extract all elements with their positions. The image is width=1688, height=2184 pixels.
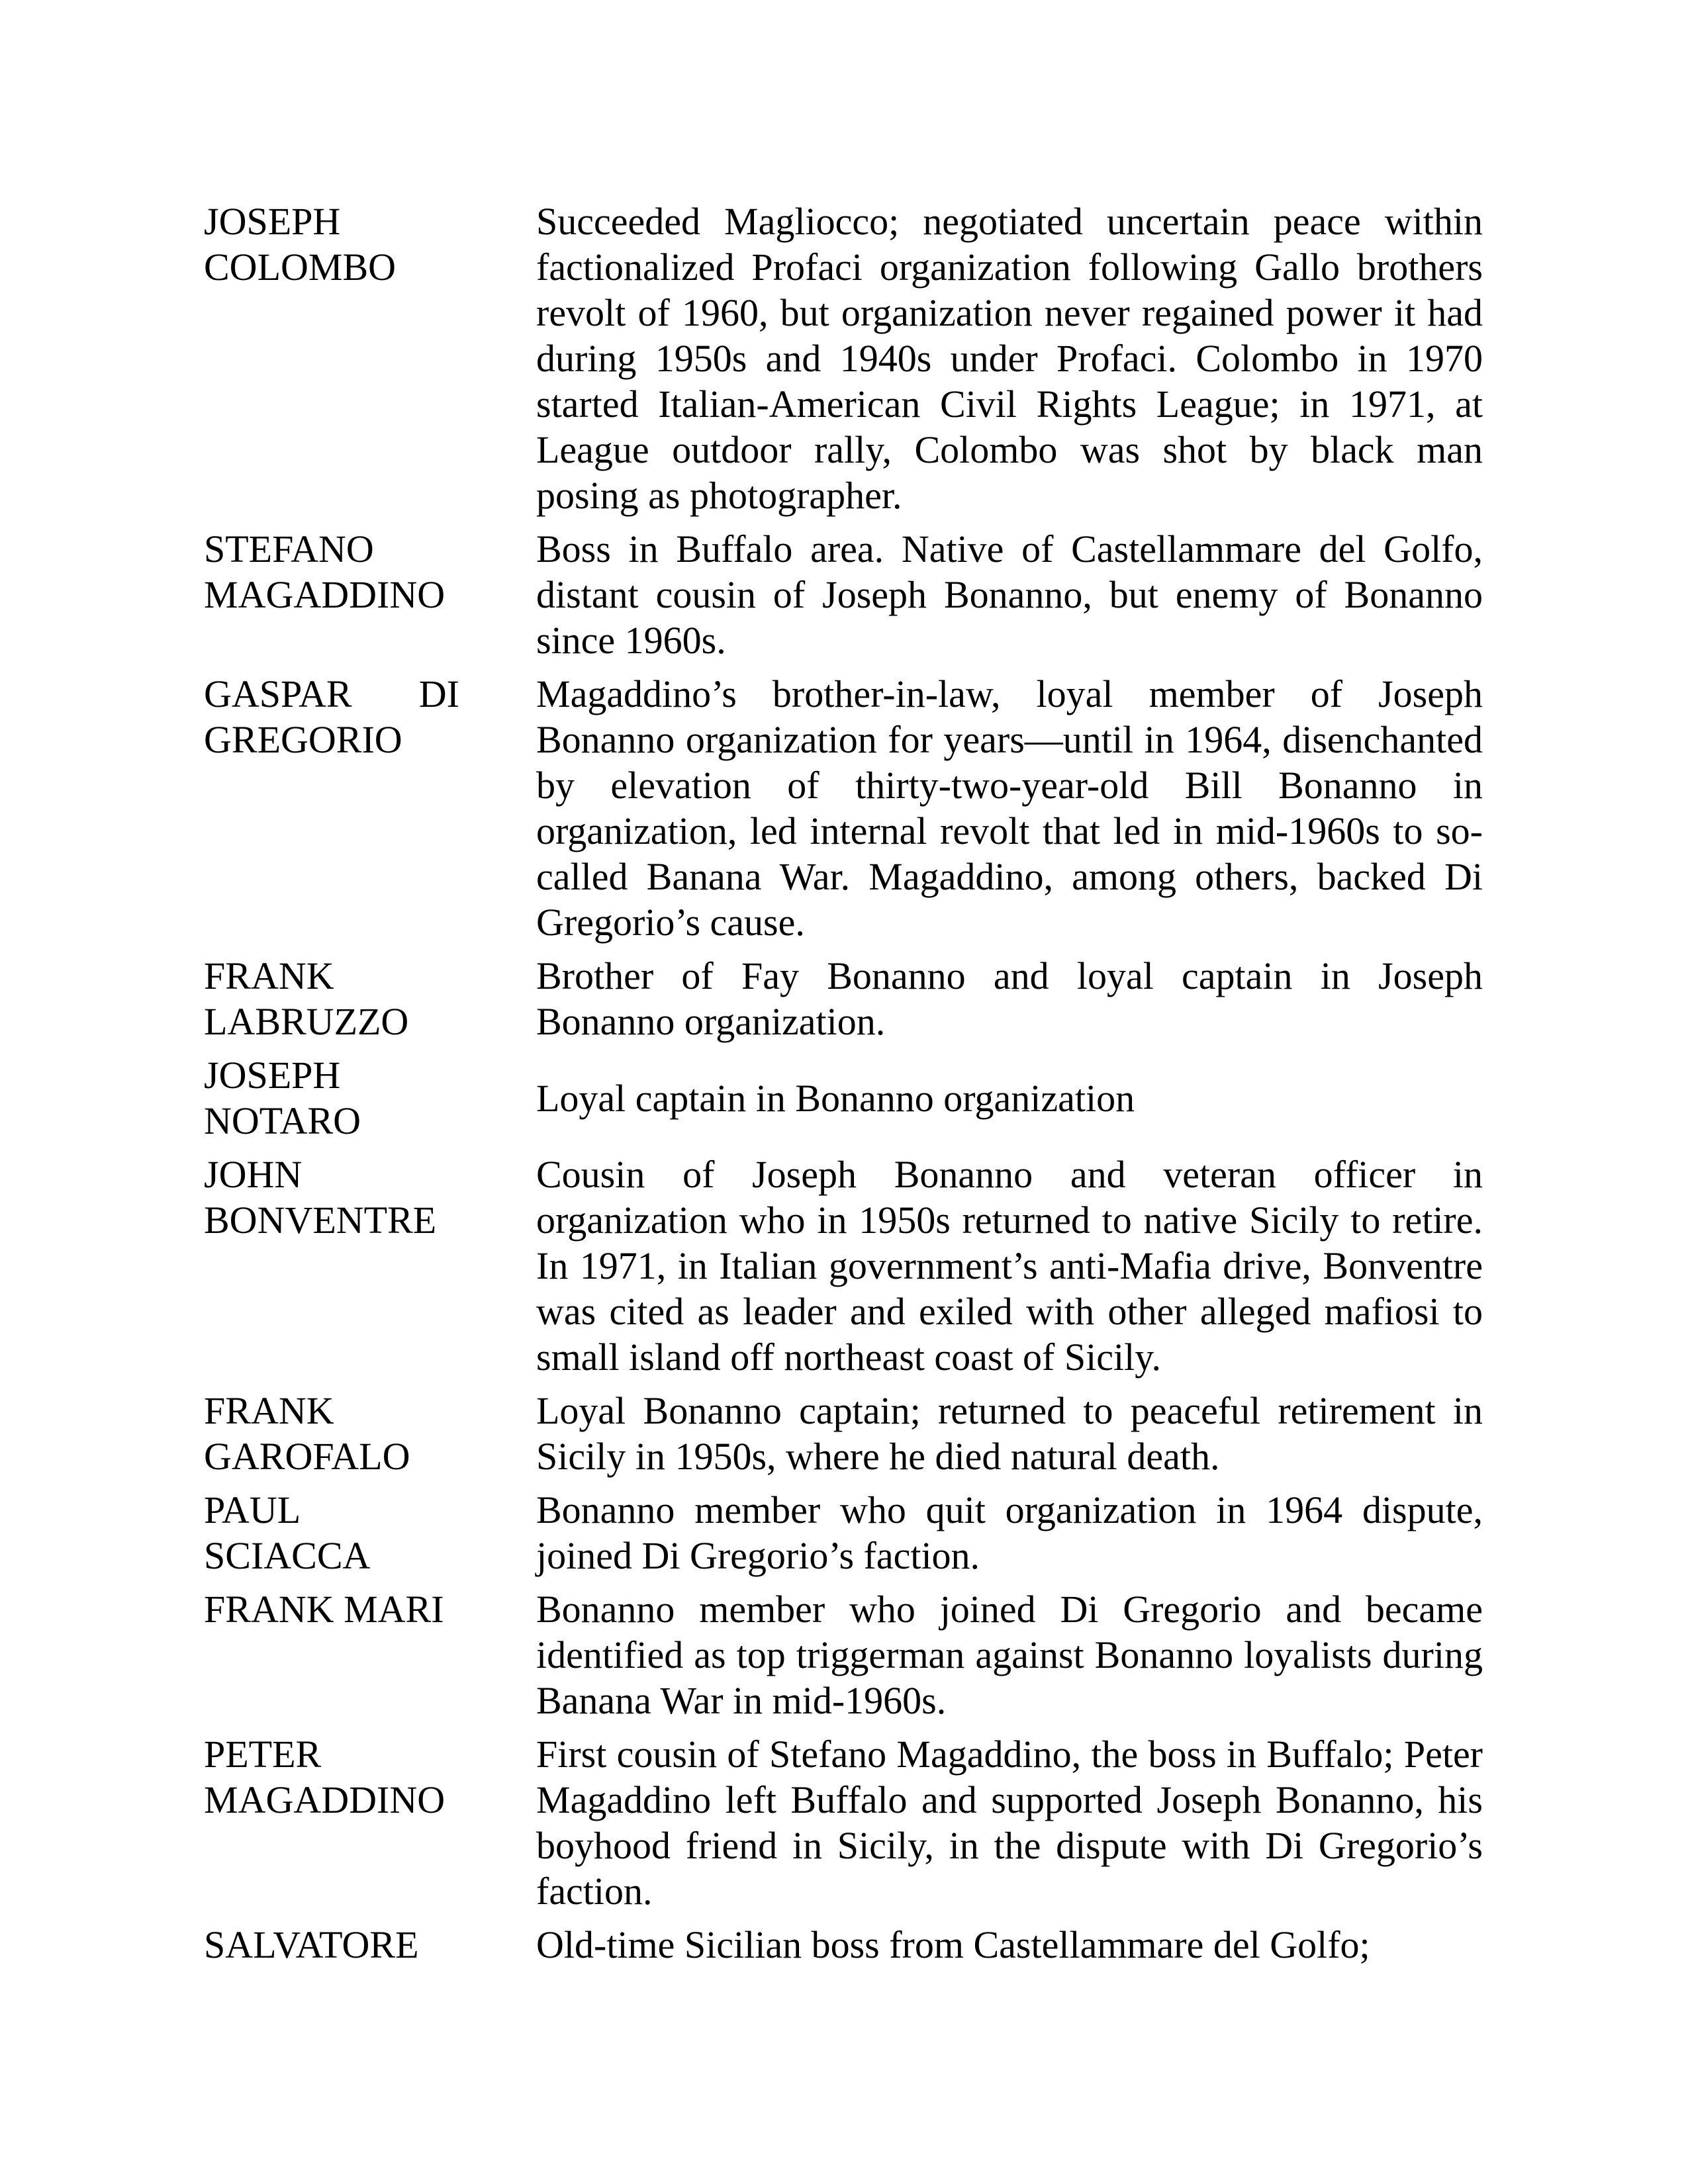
entry-description: Old-time Sicilian boss from Castellammare del Golfo;	[536, 1923, 1370, 1966]
glossary-entry	[204, 1052, 1483, 1144]
entry-name: FRANK LABRUZZO	[204, 954, 409, 1043]
entry-description: Brother of Fay Bonanno and loyal captain in Joseph Bonanno organization.	[536, 954, 1483, 1043]
glossary-entry	[204, 199, 1483, 518]
entry-description: Loyal Bonanno captain; returned to peaceful retirement in Sicily in 1950s, where he died natural death.	[536, 1389, 1483, 1478]
glossary-entry	[204, 1388, 1483, 1479]
entry-name: STEFANO MAGADDINO	[204, 527, 445, 616]
entry-description: Cousin of Joseph Bonanno and veteran officer in organization who in 1950s returned to native Sicily to retire. In 1971, in Italian government’s anti-Mafia drive, Bonventre was cited as leader and exiled with other alleged mafiosi to small island off northeast coast of Sicily.	[536, 1153, 1483, 1379]
entry-name: FRANK MARI	[204, 1588, 444, 1631]
glossary-entry	[204, 1487, 1483, 1578]
entry-name: JOSEPH COLOMBO	[204, 200, 397, 289]
entry-description: First cousin of Stefano Magaddino, the boss in Buffalo; Peter Magaddino left Buffalo and supported Joseph Bonanno, his boyhood friend in Sicily, in the dispute with Di Gregorio’s faction.	[536, 1733, 1483, 1913]
name-glossary	[204, 199, 1483, 1976]
entry-name: SALVATORE	[204, 1923, 419, 1966]
entry-description: Succeeded Magliocco; negotiated uncertain peace within factionalized Profaci organization following Gallo brothers revolt of 1960, but organization never regained power it had during 1950s and 1940s under Profaci. Colombo in 1970 started Italian-American Civil Rights League; in 1971, at League outdoor rally, Colombo was shot by black man posing as photographer.	[536, 200, 1483, 517]
glossary-entry	[204, 1731, 1483, 1914]
glossary-entry	[204, 671, 1483, 945]
entry-description: Bonanno member who joined Di Gregorio and became identified as top triggerman against Bonanno loyalists during Banana War in mid-1960s.	[536, 1588, 1483, 1722]
glossary-entry	[204, 1922, 1483, 1968]
entry-name: FRANK GAROFALO	[204, 1389, 410, 1478]
entry-description: Boss in Buffalo area. Native of Castellammare del Golfo, distant cousin of Joseph Bonanno, but enemy of Bonanno since 1960s.	[536, 527, 1483, 662]
glossary-entry	[204, 953, 1483, 1044]
entry-name: PAUL SCIACCA	[204, 1488, 371, 1577]
entry-name: GASPAR DI GREGORIO	[204, 672, 459, 761]
entry-description: Loyal captain in Bonanno organization	[536, 1076, 1135, 1120]
glossary-entry	[204, 1586, 1483, 1723]
entry-description: Magaddino’s brother-in-law, loyal member of Joseph Bonanno organization for years—until in 1964, disenchanted by elevation of thirty-two-year-old Bill Bonanno in organization, led internal revolt that led in mid-1960s to so-called Banana War. Magaddino, among others, backed Di Gregorio’s cause.	[536, 672, 1483, 944]
entry-description: Bonanno member who quit organization in 1964 dispute, joined Di Gregorio’s faction.	[536, 1488, 1483, 1577]
glossary-entry	[204, 1152, 1483, 1380]
glossary-entry	[204, 526, 1483, 663]
entry-name: PETER MAGADDINO	[204, 1733, 445, 1821]
entry-name: JOSEPH NOTARO	[204, 1054, 361, 1142]
entry-name: JOHN BONVENTRE	[204, 1153, 437, 1242]
